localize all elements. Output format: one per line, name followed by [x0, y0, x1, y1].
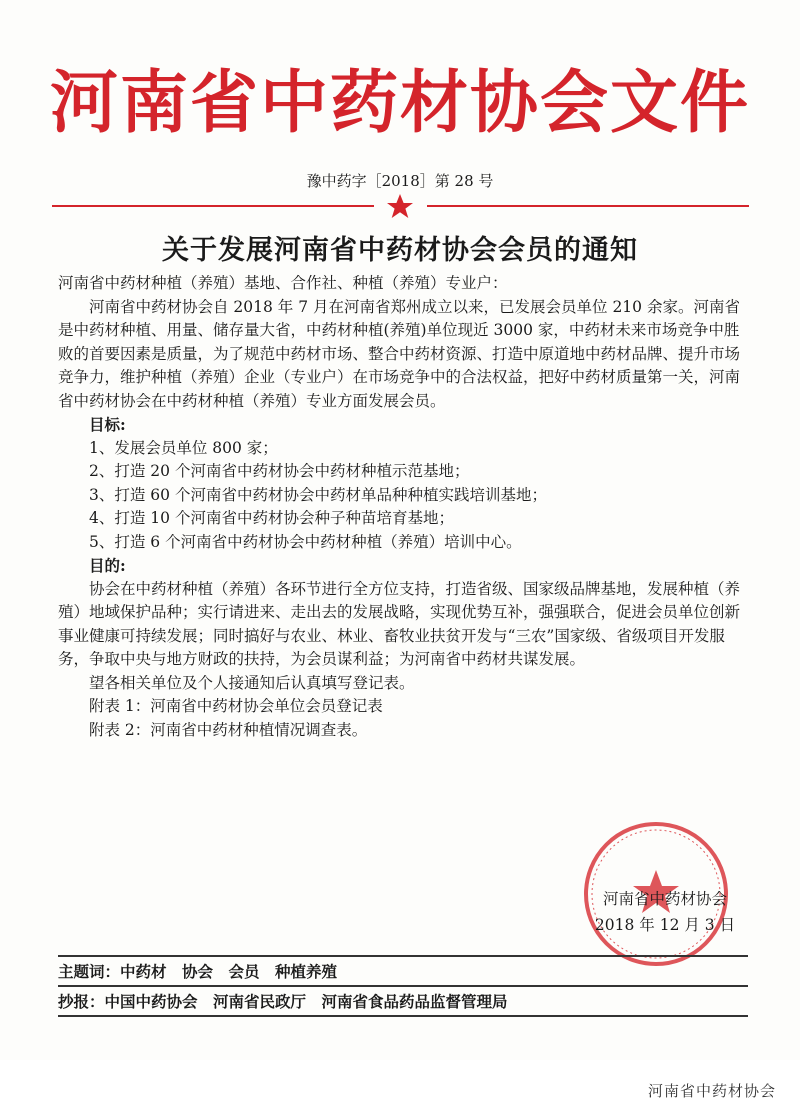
goal-item: 5、打造 6 个河南省中药材协会中药材种植（养殖）培训中心。	[89, 532, 522, 551]
divider-line-right	[427, 205, 749, 207]
goals-heading: 目标:	[89, 415, 126, 434]
header-divider	[52, 193, 749, 219]
notice-title: 关于发展河南省中药材协会会员的通知	[162, 235, 638, 266]
subject-keywords: 主题词：中药材 协会 会员 种植养殖	[58, 963, 338, 981]
document-number: 豫中药字［2018］第 28 号	[306, 172, 494, 190]
attachment-item: 附表 2：河南省中药材种植情况调查表。	[89, 720, 368, 739]
signature-org: 河南省中药材协会	[602, 890, 727, 908]
notice-body	[58, 272, 748, 742]
footer-watermark: 河南省中药材协会	[647, 1082, 776, 1100]
request-paragraph: 望各相关单位及个人接通知后认真填写登记表。	[89, 673, 415, 692]
goal-item: 4、打造 10 个河南省中药材协会种子种苗培育基地；	[89, 509, 454, 527]
org-header-title: 河南省中药材协会文件	[49, 64, 750, 143]
purpose-heading: 目的:	[89, 556, 126, 575]
purpose-paragraph: 协会在中药材种植（养殖）各环节进行全方位支持，打造省级、国家级品牌基地，发展种植（养殖）地域保护品种；实行请进来、走出去的发展战略，实现优势互补，强强联合，促进会员单位创新事业健康可持续发展；同时搞好与农业、林业、畜牧业扶贫开发与“三农”国家级、省级项目开发服务，争取中央与地方财政的扶持，为会员谋利益；为河南省中药材共谋发展。	[58, 579, 741, 668]
goal-item: 1、发展会员单位 800 家；	[89, 438, 278, 457]
subject-divider-top	[58, 955, 748, 957]
goal-item: 2、打造 20 个河南省中药材协会中药材种植示范基地；	[89, 462, 470, 480]
divider-line-left	[52, 205, 374, 207]
intro-paragraph: 河南省中药材协会自 2018 年 7 月在河南省郑州成立以来，已发展会员单位 210 余家。河南省是中药材种植、用量、储存量大省，中药材种植(养殖)单位现近 3000 家，中药材未来市场竞争中胜败的首要因素是质量，为了规范中药材市场、整合中药材资源、打造中原道地中药材品牌、提升市场竞争力，维护种植（养殖）企业（专业户）在市场竞争中的合法权益，把好中药材质量第一关，河南省中药材协会在中药材种植（养殖）专业方面发展会员。	[58, 297, 741, 410]
goal-item: 3、打造 60 个河南省中药材协会中药材单品种种植实践培训基地；	[89, 485, 547, 504]
cc-divider-bottom	[58, 1015, 748, 1017]
signature-date: 2018 年 12 月 3 日	[594, 916, 736, 934]
star-icon	[385, 193, 415, 219]
cc-line: 抄报：中国中药协会 河南省民政厅 河南省食品药品监督管理局	[58, 993, 508, 1011]
signature-block	[580, 886, 750, 938]
subject-divider-bottom	[58, 985, 748, 987]
attachment-item: 附表 1：河南省中药材协会单位会员登记表	[89, 697, 383, 715]
addressee: 河南省中药材种植（养殖）基地、合作社、种植（养殖）专业户：	[58, 274, 508, 292]
